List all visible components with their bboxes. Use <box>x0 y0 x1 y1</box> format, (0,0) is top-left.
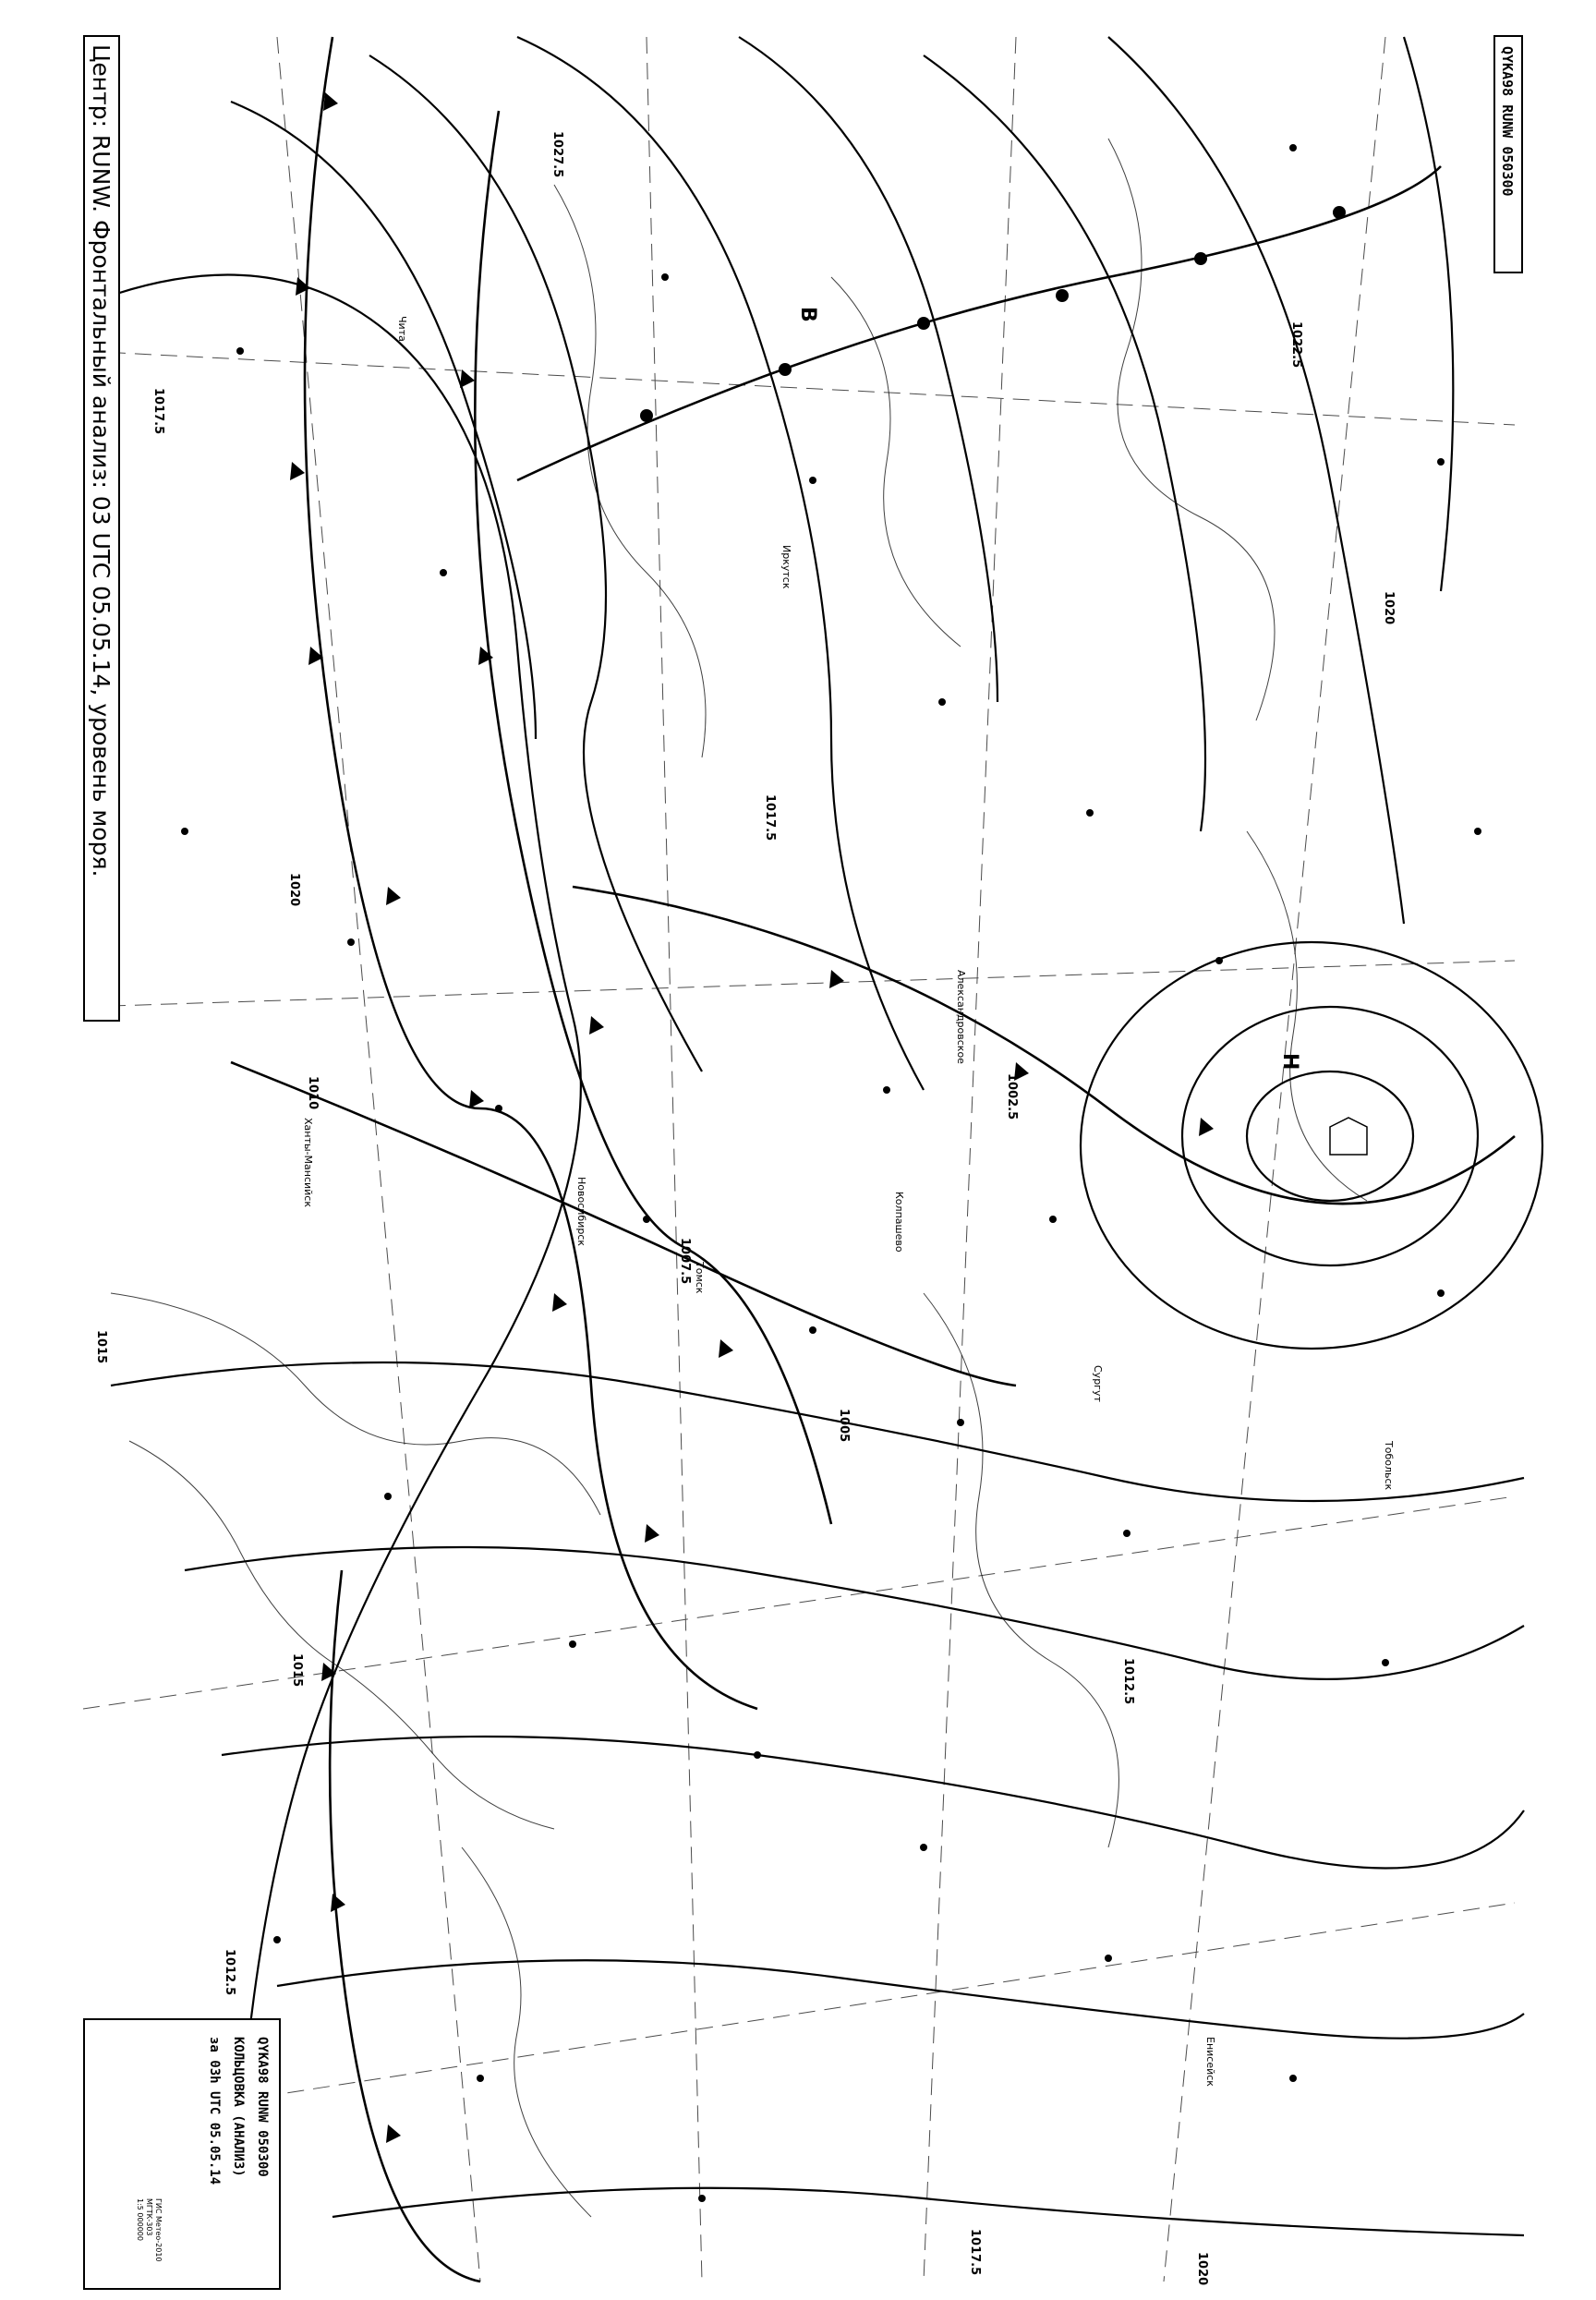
station-name: Колпашево <box>893 1192 905 1253</box>
info-line-5: МГТК-303 <box>145 2198 153 2236</box>
station-name: Чита <box>396 316 408 342</box>
isobar-label: 1017.5 <box>151 388 165 435</box>
isobar-label: 1022.5 <box>1289 321 1303 369</box>
isobar-label: 1017.5 <box>968 2229 982 2276</box>
isobar-label: 1017.5 <box>763 794 777 841</box>
isobar-label: 1020 <box>1195 2252 1209 2286</box>
info-line-6: 1:5 000000 <box>136 2198 144 2241</box>
isobar-label: 1015 <box>94 1330 108 1364</box>
isobar-label: 1010 <box>306 1076 320 1110</box>
isobar-label: 1005 <box>837 1409 851 1443</box>
map-title: Центр: RUNW. Фронтальный анализ: 03 UTC 05.05.14, уровень моря. <box>88 44 115 878</box>
isobar-label: 1015 <box>290 1653 304 1688</box>
isobar-label: 1020 <box>287 873 301 907</box>
high-center-symbol: В <box>796 307 819 322</box>
info-line-4: ГИС Метео-2010 <box>154 2198 163 2262</box>
station-name: Сургут <box>1092 1365 1104 1402</box>
info-box <box>83 2018 281 2290</box>
isobar-label: 1020 <box>1382 591 1396 625</box>
isobar-label: 1002.5 <box>1005 1073 1019 1120</box>
isobar-label: 1012.5 <box>1121 1658 1135 1705</box>
isobar-label: 1007.5 <box>678 1238 692 1285</box>
station-name: Александровское <box>955 970 967 1064</box>
station-name: Новосибирск <box>575 1177 587 1247</box>
header-code: QYKA98 RUNW 050300 <box>1499 46 1516 197</box>
low-center-symbol: Н <box>1278 1053 1301 1071</box>
station-name: Тобольск <box>1383 1441 1395 1491</box>
info-line-2: КОЛЬЦОВКА (АНАЛИЗ) <box>231 2037 246 2177</box>
isobar-label: 1027.5 <box>550 131 564 178</box>
station-name: Ханты-Мансийск <box>302 1118 314 1207</box>
isobar-label: 1012.5 <box>223 1949 236 1996</box>
info-line-3: за 03h UTC 05.05.14 <box>207 2037 222 2185</box>
station-name: Енисейск <box>1204 2037 1216 2087</box>
station-name: Иркутск <box>780 545 792 589</box>
info-line-1: QYKA98 RUNW 050300 <box>255 2037 270 2177</box>
station-name: Томск <box>694 1262 706 1294</box>
